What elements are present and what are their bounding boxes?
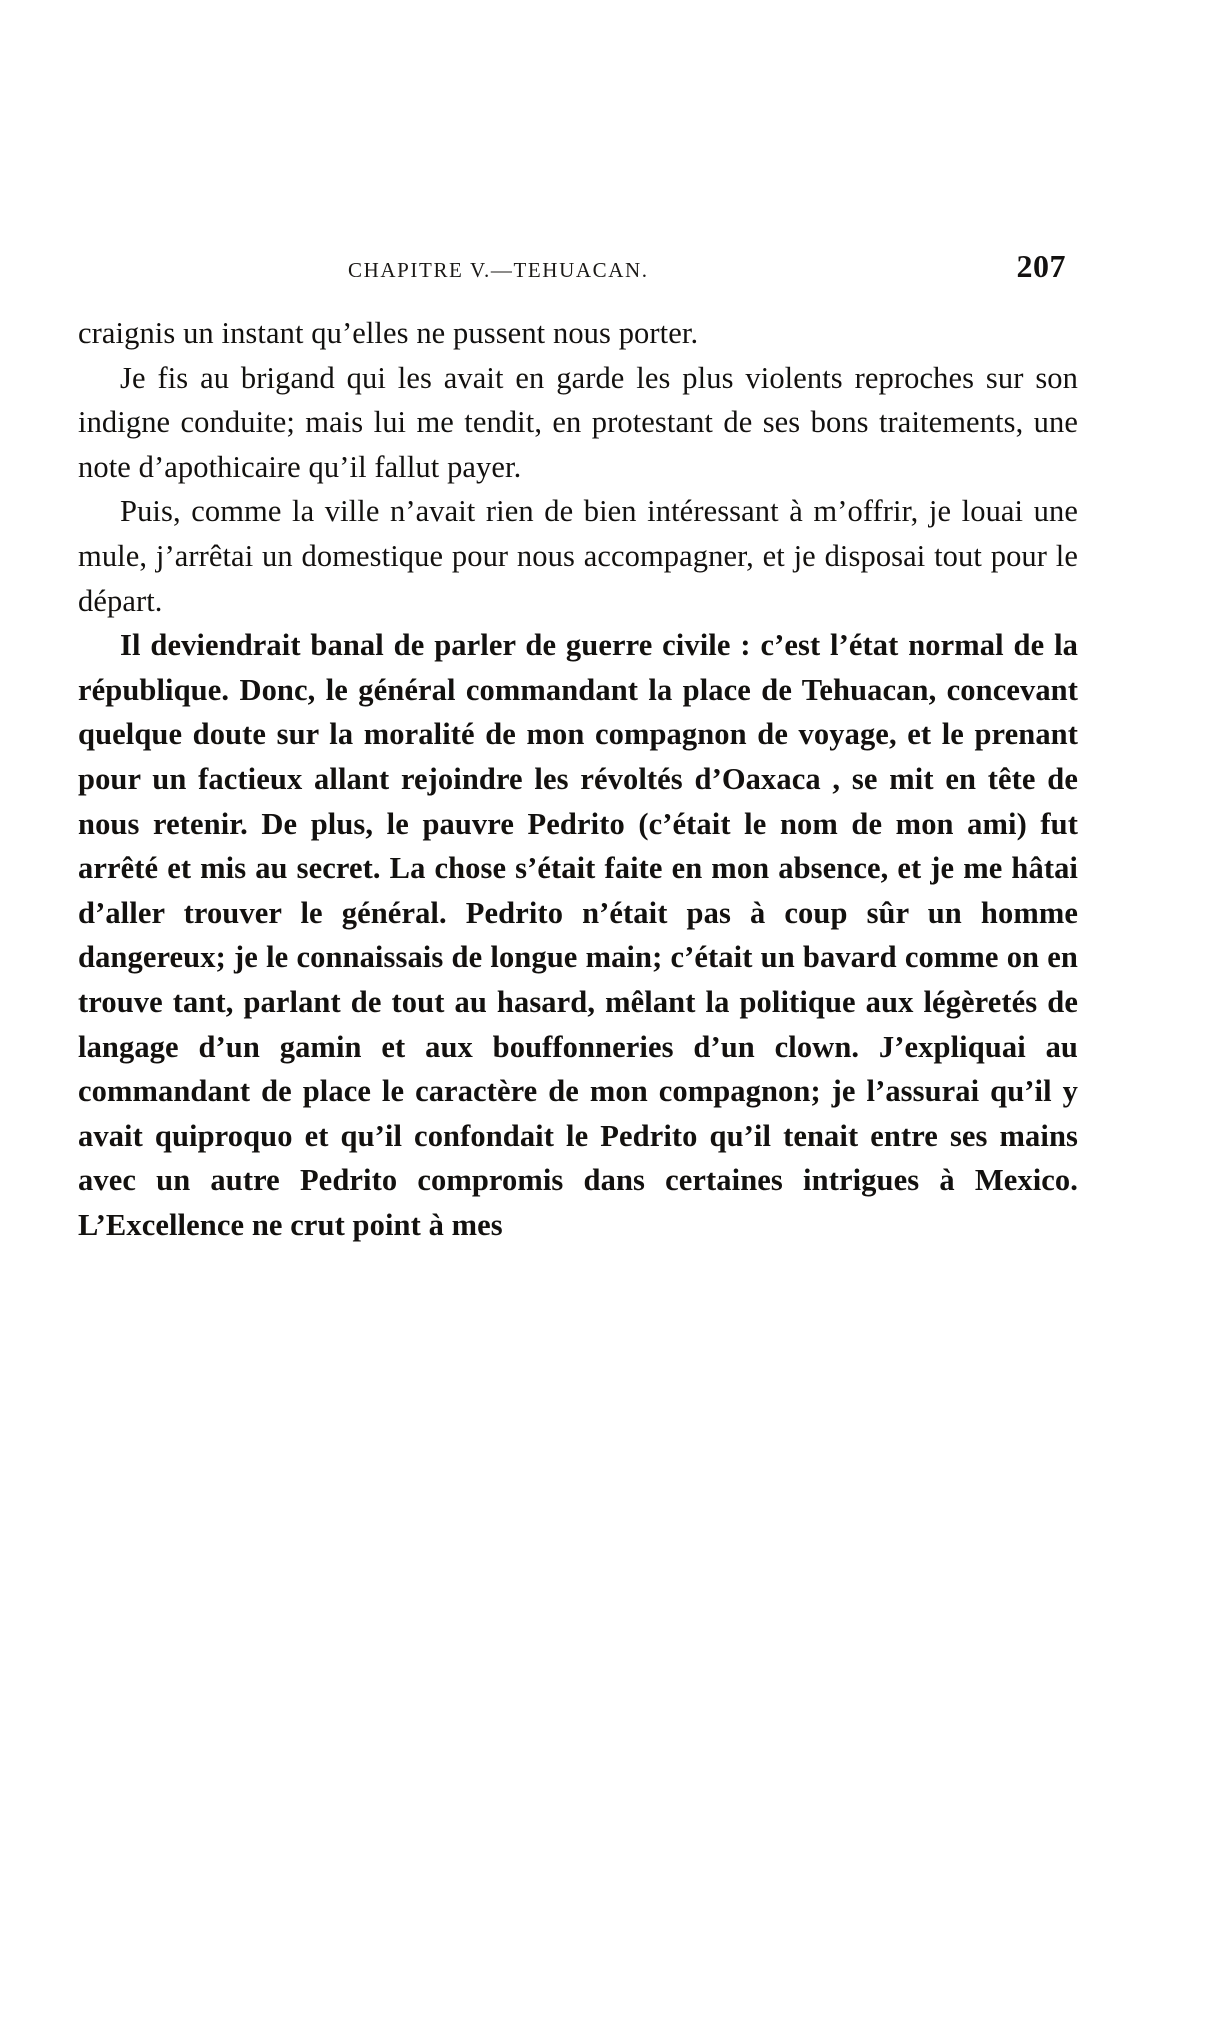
paragraph: Il deviendrait banal de parler de guerre civile : c’est l’état normal de la république. Donc, le général commandant la place de Tehuacan, concevant quelque doute sur la moralité de mon compagnon de voyage, et le prenant pour un factieux allant rejoindre les révoltés d’Oaxaca , se mit en tête de nous retenir. De plus, le pauvre Pedrito (c’était le nom de mon ami) fut arrêté et mis au secret. La chose s’était faite en mon absence, et je me hâtai d’aller trouver le général. Pedrito n’était pas à coup sûr un homme dangereux; je le connaissais de longue main; c’était un bavard comme on en trouve tant, parlant de tout au hasard, mêlant la politique aux légèretés de langage d’un gamin et aux bouffonneries d’un clown. J’expliquai au commandant de place le caractère de mon compagnon; je l’assurai qu’il y avait quiproquo et qu’il confondait le Pedrito qu’il tenait entre ses mains avec un autre Pedrito compromis dans certaines intrigues à Mexico. L’Excellence ne crut point à mes [78, 628, 1078, 1242]
page-number: 207 [1016, 248, 1066, 284]
paragraph: Puis, comme la ville n’avait rien de bien intéressant à m’offrir, je louai une mule, j’arrêtai un domestique pour nous accompagner, et je disposai tout pour le départ. [78, 494, 1078, 618]
body-text [78, 311, 1078, 1247]
page-content [78, 248, 1078, 1247]
paragraph: craignis un instant qu’elles ne pussent nous porter. [78, 316, 699, 350]
running-head [78, 248, 1078, 285]
chapter-title: CHAPITRE V.—TEHUACAN. [348, 258, 649, 282]
paragraph: Je fis au brigand qui les avait en garde les plus violents reproches sur son indigne conduite; mais lui me tendit, en protestant de ses bons traitements, une note d’apothicaire qu’il fallut payer. [78, 360, 1078, 484]
